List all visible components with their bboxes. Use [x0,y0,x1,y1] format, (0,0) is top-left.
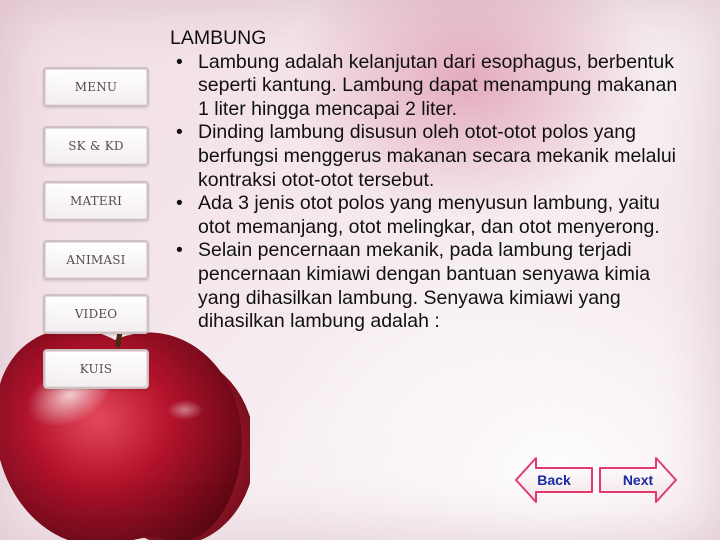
list-item [170,121,690,192]
content-area [170,27,690,334]
video-button[interactable]: VIDEO [43,294,149,334]
materi-button[interactable]: MATERI [43,181,149,221]
back-label: Back [537,472,571,488]
list-item-text: Dinding lambung disusun oleh otot-otot polos yang berfungsi menggerus makanan secara mekanik melalui kontraksi otot-otot tersebut. [198,121,676,191]
next-button[interactable] [598,456,678,504]
bullet-list [170,51,690,334]
menu-button[interactable]: MENU [43,67,149,107]
page-title: LAMBUNG [170,27,267,49]
sk-kd-button[interactable]: SK & KD [43,126,149,166]
list-item [170,51,690,122]
kuis-button[interactable]: KUIS [43,349,149,389]
list-item [170,239,690,333]
list-item-text: Selain pencernaan mekanik, pada lambung terjadi pencernaan kimiawi dengan bantuan senyawa kimia yang dihasilkan lambung. Senyawa kimiawi yang dihasilkan lambung adalah : [198,239,651,333]
bullet-icon: • [176,192,183,215]
apple-illustration [0,300,250,540]
bullet-icon: • [176,121,183,144]
list-item-text: Lambung adalah kelanjutan dari esophagus, berbentuk seperti kantung. Lambung dapat menampung makanan 1 liter hingga mencapai 2 liter. [198,50,678,120]
back-button[interactable] [514,456,594,504]
bullet-icon: • [176,239,183,262]
animasi-button[interactable]: ANIMASI [43,240,149,280]
next-label: Next [622,472,654,488]
list-item-text: Ada 3 jenis otot polos yang menyusun lambung, yaitu otot memanjang, otot melingkar, dan otot menyerong. [198,192,660,238]
list-item [170,192,690,239]
bullet-icon: • [176,50,183,73]
